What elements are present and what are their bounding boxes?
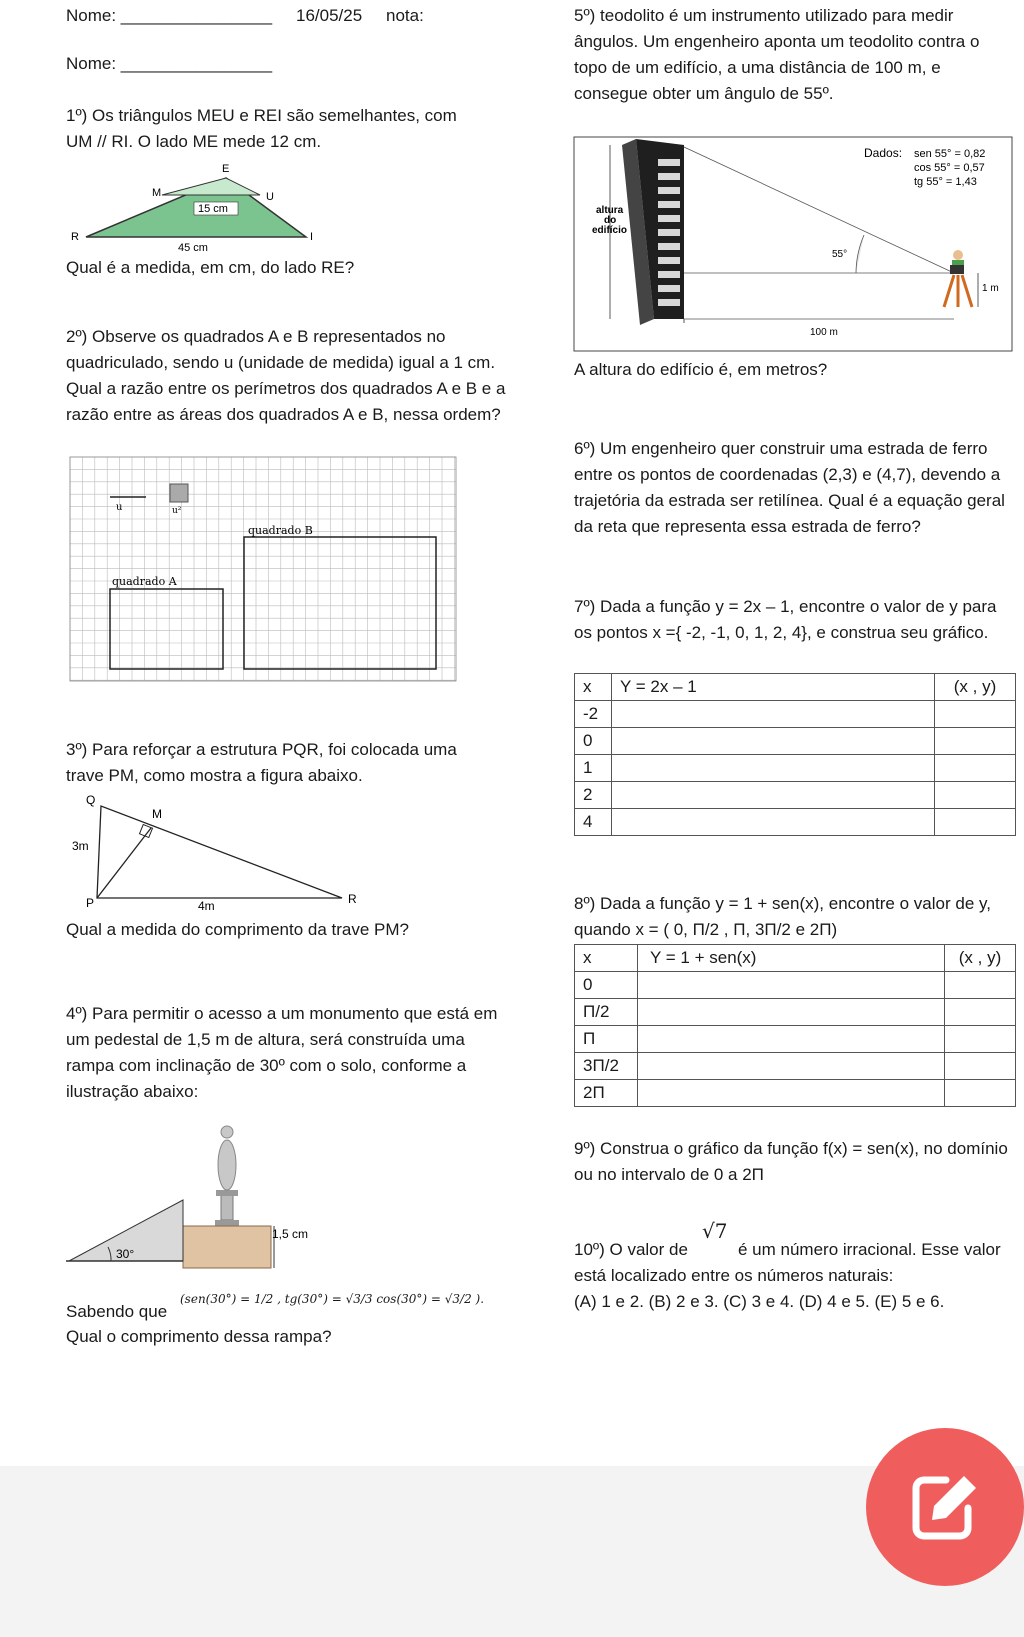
q5-text: 5º) teodolito é um instrumento utilizado para medir ângulos. Um engenheiro aponta um teodolito contra o topo de um edifício, a uma distância de 100 m, e consegue obter um ângulo de 55º. — [574, 6, 980, 103]
building-window — [658, 215, 680, 222]
label-u: u — [116, 502, 123, 513]
name-field-1: Nome: ________________ — [66, 6, 273, 25]
triangle-pqr — [97, 806, 342, 898]
q9-text: 9º) Construa o gráfico da função f(x) = sen(x), no domínio ou no intervalo de 0 a 2Π — [574, 1139, 1008, 1184]
grid-lines — [70, 457, 456, 681]
label-tg: tg 55° = 1,43 — [914, 176, 977, 188]
label-u2: u² — [172, 506, 182, 516]
table-row — [575, 999, 1016, 1026]
label-1-5cm: 1,5 cm — [272, 1227, 309, 1241]
label-do: do — [604, 215, 617, 226]
q1-question: Qual é a medida, em cm, do lado RE? — [66, 258, 355, 277]
q6-text: 6º) Um engenheiro quer construir uma estrada de ferro entre os pontos de coordenadas (2,3) e (4,7), devendo a trajetória da estrada ser retilínea. Qual é a equação geral da reta que representa essa estrada de ferro? — [574, 439, 1005, 536]
q3-text: 3º) Para reforçar a estrutura PQR, foi colocada uma trave PM, como mostra a figura abaixo. — [66, 740, 457, 785]
label-cos: cos 55° = 0,57 — [914, 162, 985, 174]
cell-y[interactable] — [638, 1080, 945, 1107]
square-a — [110, 589, 223, 669]
sqrt7: √7 — [702, 1219, 728, 1243]
cell-xy[interactable] — [935, 809, 1016, 836]
table-row — [575, 1080, 1016, 1107]
cell-y[interactable] — [638, 1026, 945, 1053]
cell-y[interactable] — [612, 755, 935, 782]
label-p: P — [86, 896, 95, 910]
cell-x: 0 — [575, 728, 612, 755]
cell-y[interactable] — [638, 1053, 945, 1080]
label-m: M — [152, 187, 162, 199]
beam-pm — [97, 828, 151, 898]
building-window — [658, 271, 680, 278]
pedestal — [183, 1226, 271, 1268]
cell-xy[interactable] — [945, 1080, 1016, 1107]
label-4m: 4m — [198, 899, 215, 913]
cell-x: 4 — [575, 809, 612, 836]
q2-grid-figure — [70, 457, 456, 681]
label-square-a: quadrado A — [112, 575, 177, 588]
cell-x: Π — [575, 1026, 638, 1053]
label-edificio: edifício — [592, 225, 628, 236]
label-m: M — [152, 807, 162, 821]
cell-y[interactable] — [612, 809, 935, 836]
cell-xy[interactable] — [945, 972, 1016, 999]
right-angle-mark — [139, 824, 152, 837]
building-window — [658, 201, 680, 208]
table-row — [575, 782, 1016, 809]
header-x: x — [575, 945, 638, 972]
label-dados: Dados: — [864, 146, 903, 160]
q2-text: 2º) Observe os quadrados A e B representados no quadriculado, sendo u (unidade de medida) igual a 1 cm. Qual a razão entre os perímetros dos quadrados A e B e a razão entre as áreas dos quadrados A e B, nessa ordem? — [66, 327, 506, 424]
unit-square — [170, 484, 188, 502]
square-b — [244, 537, 436, 669]
triangle-meu — [162, 178, 260, 195]
label-square-b: quadrado B — [248, 524, 313, 537]
table-row — [575, 701, 1016, 728]
edit-fab-button[interactable] — [866, 1428, 1024, 1586]
building-window — [658, 243, 680, 250]
q7-text: 7º) Dada a função y = 2x – 1, encontre o valor de y para os pontos x ={ -2, -1, 0, 1, 2, 4}, e construa seu gráfico. — [574, 597, 997, 642]
label-r: R — [348, 892, 357, 906]
label-1m: 1 m — [982, 283, 999, 294]
name-field-2: Nome: ________________ — [66, 54, 273, 73]
table-row — [575, 728, 1016, 755]
q10-pre: 10º) O valor de — [574, 1240, 688, 1259]
cell-xy[interactable] — [945, 1026, 1016, 1053]
q5-figure — [574, 137, 1012, 351]
header-x: x — [575, 674, 612, 701]
q4-formula: (sen(30°) = 1/2 , tg(30°) = √3/3 cos(30°) = √3/2 ). — [180, 1292, 485, 1306]
q10-options: (A) 1 e 2. (B) 2 e 3. (C) 3 e 4. (D) 4 e 5. (E) 5 e 6. — [574, 1292, 945, 1311]
cell-xy[interactable] — [945, 999, 1016, 1026]
header-y: Y = 1 + sen(x) — [638, 945, 945, 972]
q1-text: 1º) Os triângulos MEU e REI são semelhantes, com UM // RI. O lado ME mede 12 cm. — [66, 106, 457, 151]
label-55: 55° — [832, 249, 848, 260]
q3-question: Qual a medida do comprimento da trave PM? — [66, 920, 410, 939]
table-header-row — [575, 674, 1016, 701]
building-window — [658, 173, 680, 180]
cell-x: 3Π/2 — [575, 1053, 638, 1080]
q3-figure — [66, 790, 376, 913]
table-row — [575, 972, 1016, 999]
cell-x: 1 — [575, 755, 612, 782]
cell-y[interactable] — [612, 701, 935, 728]
table-row — [575, 755, 1016, 782]
q8-text: 8º) Dada a função y = 1 + sen(x), encontre o valor de y, quando x = ( 0, Π/2 , Π, 3Π/2 e 2Π) — [574, 894, 991, 939]
cell-y[interactable] — [612, 728, 935, 755]
q7-table — [574, 673, 1016, 836]
label-u: U — [266, 191, 274, 203]
cell-xy[interactable] — [935, 782, 1016, 809]
cell-y[interactable] — [612, 782, 935, 809]
cell-y[interactable] — [638, 972, 945, 999]
building-window — [658, 257, 680, 264]
header-xy: (x , y) — [935, 674, 1016, 701]
cell-xy[interactable] — [935, 701, 1016, 728]
building-window — [658, 159, 680, 166]
header-xy: (x , y) — [945, 945, 1016, 972]
q4-text: 4º) Para permitir o acesso a um monumento que está em um pedestal de 1,5 m de altura, será construída uma rampa com inclinação de 30º com o solo, conforme a ilustração abaixo: — [66, 1004, 498, 1101]
cell-x: 0 — [575, 972, 638, 999]
q1-figure — [66, 160, 326, 255]
building-window — [658, 229, 680, 236]
label-3m: 3m — [72, 839, 89, 853]
label-r: R — [71, 231, 79, 243]
table-row — [575, 1026, 1016, 1053]
cell-xy[interactable] — [945, 1053, 1016, 1080]
table-header-row — [575, 945, 1016, 972]
cell-xy[interactable] — [935, 755, 1016, 782]
q4-figure — [66, 1110, 366, 1265]
label-altura: altura — [596, 205, 624, 216]
q8-table — [574, 944, 1016, 1107]
date: 16/05/25 — [296, 6, 363, 25]
grade-label: nota: — [386, 6, 424, 25]
label-15cm: 15 cm — [198, 203, 228, 215]
label-e: E — [222, 163, 230, 175]
cell-x: 2 — [575, 782, 612, 809]
statue-icon — [215, 1126, 239, 1226]
table-row — [575, 809, 1016, 836]
building-window — [658, 285, 680, 292]
building-window — [658, 299, 680, 306]
cell-y[interactable] — [638, 999, 945, 1026]
label-45cm: 45 cm — [178, 242, 208, 254]
cell-x: Π/2 — [575, 999, 638, 1026]
cell-x: -2 — [575, 701, 612, 728]
label-i: I — [310, 231, 314, 243]
q4-sabendo: Sabendo que — [66, 1302, 168, 1321]
header-y: Y = 2x – 1 — [612, 674, 935, 701]
q10-text: é um número irracional. Esse valor está localizado entre os números naturais: — [574, 1240, 1001, 1285]
q5-question: A altura do edifício é, em metros? — [574, 360, 828, 379]
label-q: Q — [86, 793, 96, 807]
cell-x: 2Π — [575, 1080, 638, 1107]
label-30: 30° — [116, 1247, 135, 1261]
cell-xy[interactable] — [935, 728, 1016, 755]
edit-icon — [910, 1472, 980, 1542]
label-sen: sen 55° = 0,82 — [914, 148, 986, 160]
label-100m: 100 m — [810, 327, 838, 338]
building-window — [658, 187, 680, 194]
table-row — [575, 1053, 1016, 1080]
q4-question: Qual o comprimento dessa rampa? — [66, 1327, 332, 1346]
